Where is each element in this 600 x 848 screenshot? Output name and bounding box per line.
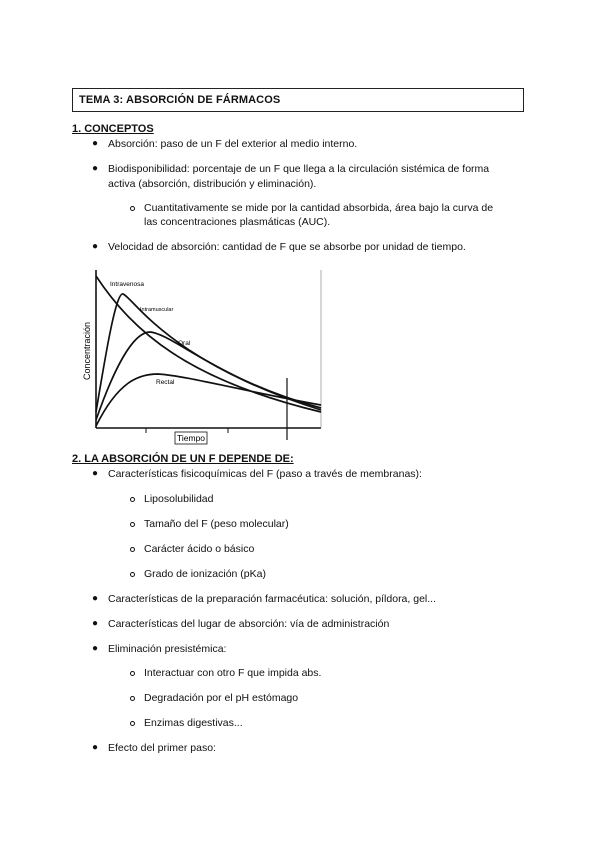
absorcion-text: Absorción: paso de un F del exterior al medio interno. bbox=[108, 138, 358, 150]
bullet-icon: ● bbox=[92, 468, 99, 479]
item-preparacion: Características de la preparación farmacéutica: solución, píldora, gel... bbox=[108, 593, 436, 605]
bullet-icon: ● bbox=[92, 618, 99, 629]
series-label-rectal: Rectal bbox=[156, 379, 175, 386]
x-axis-label: Tiempo bbox=[177, 433, 206, 443]
item-degradacion: Degradación por el pH estómago bbox=[144, 692, 299, 704]
concentration-time-chart bbox=[78, 262, 328, 455]
biodisponibilidad-line-1: Biodisponibilidad: porcentaje de un F que llega a la circulación sistémica de forma bbox=[108, 163, 490, 175]
sub-bullet-icon bbox=[130, 671, 135, 676]
item-enzimas: Enzimas digestivas... bbox=[144, 717, 243, 729]
page-title: TEMA 3: ABSORCIÓN DE FÁRMACOS bbox=[79, 94, 281, 106]
sub-bullet-icon bbox=[130, 522, 135, 527]
series-label-intravenosa: Intravenosa bbox=[110, 281, 144, 288]
section-2-heading: 2. LA ABSORCIÓN DE UN F DEPENDE DE: bbox=[72, 453, 294, 465]
item-fisicoquimicas: Características fisicoquímicas del F (paso a través de membranas): bbox=[108, 468, 422, 480]
bullet-icon: ● bbox=[92, 593, 99, 604]
y-axis-label: Concentración bbox=[82, 321, 92, 380]
bullet-icon: ● bbox=[92, 643, 99, 654]
item-interactuar: Interactuar con otro F que impida abs. bbox=[144, 667, 322, 679]
cuantitativamente-line-1: Cuantitativamente se mide por la cantidad absorbida, área bajo la curva de bbox=[144, 202, 494, 214]
item-eliminacion: Eliminación presistémica: bbox=[108, 643, 227, 655]
velocidad-text: Velocidad de absorción: cantidad de F que se absorbe por unidad de tiempo. bbox=[108, 241, 466, 253]
sub-bullet-icon bbox=[130, 721, 135, 726]
series-label-oral: Oral bbox=[178, 340, 191, 347]
sub-bullet-icon bbox=[130, 547, 135, 552]
item-tamano: Tamaño del F (peso molecular) bbox=[144, 518, 289, 530]
sub-bullet-icon bbox=[130, 572, 135, 577]
sub-bullet-icon bbox=[130, 497, 135, 502]
bullet-icon: ● bbox=[92, 163, 99, 174]
item-ionizacion: Grado de ionización (pKa) bbox=[144, 568, 266, 580]
biodisponibilidad-line-2: activa (absorción, distribución y eliminación). bbox=[108, 178, 317, 190]
sub-bullet-icon bbox=[130, 206, 135, 211]
bullet-icon: ● bbox=[92, 742, 99, 753]
sub-bullet-icon bbox=[130, 696, 135, 701]
bullet-icon: ● bbox=[92, 138, 99, 149]
item-lugar: Características del lugar de absorción: vía de administración bbox=[108, 618, 390, 630]
cuantitativamente-line-2: las concentraciones plasmáticas (AUC). bbox=[144, 216, 331, 228]
series-label-intramuscular: Intramuscular bbox=[140, 307, 174, 313]
item-liposolubilidad: Liposolubilidad bbox=[144, 493, 214, 505]
title-box bbox=[72, 88, 524, 112]
item-primer-paso: Efecto del primer paso: bbox=[108, 742, 216, 754]
section-1-heading: 1. CONCEPTOS bbox=[72, 123, 154, 135]
item-caracter: Carácter ácido o básico bbox=[144, 543, 255, 555]
bullet-icon: ● bbox=[92, 241, 99, 252]
